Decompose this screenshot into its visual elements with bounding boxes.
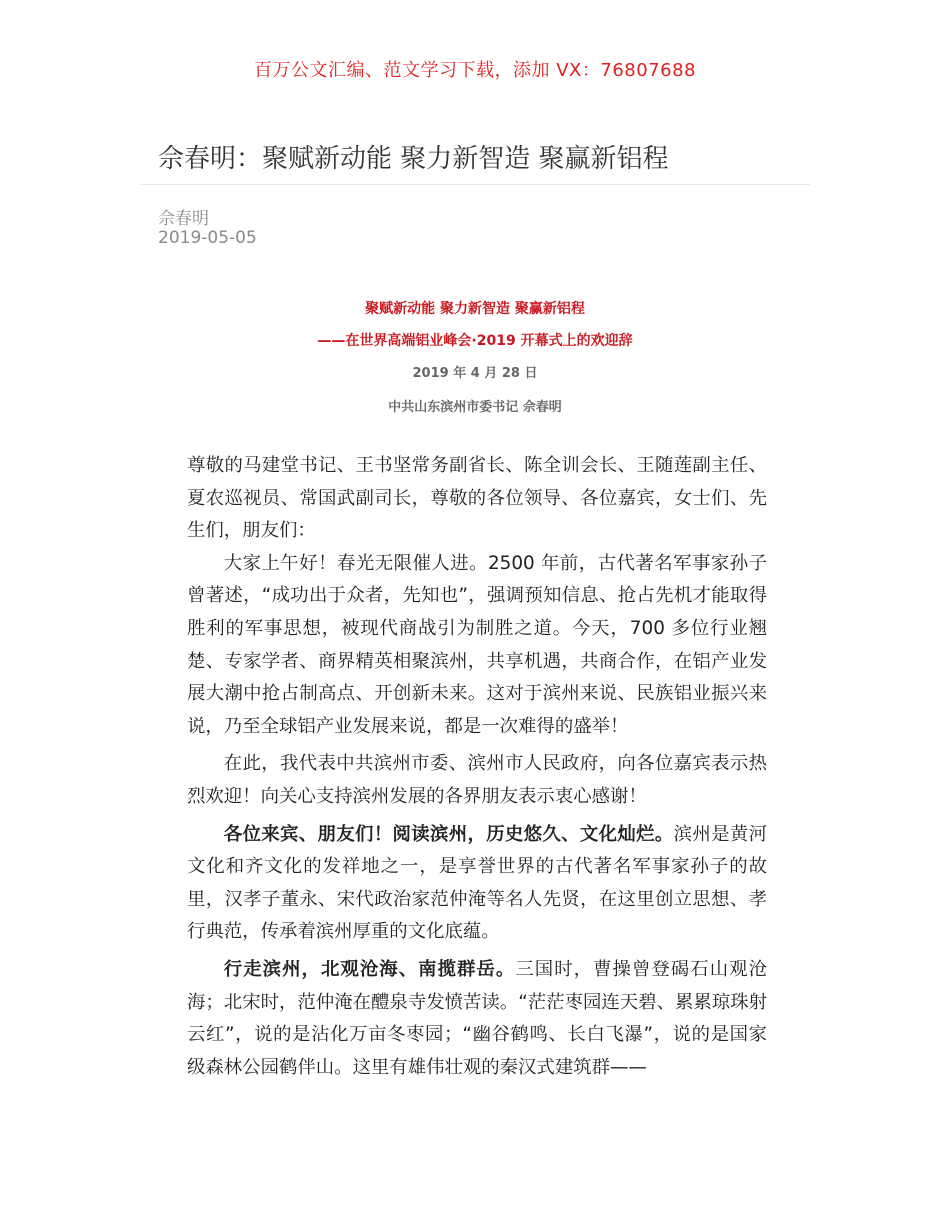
author-name: 佘春明 xyxy=(158,209,209,229)
welcome-paragraph: 在此，我代表中共滨州市委、滨州市人民政府，向各位嘉宾表示热烈欢迎！向关心支持滨州发展的各界朋友表示衷心感谢！ xyxy=(187,753,767,807)
salutation-paragraph: 尊敬的马建堂书记、王书坚常务副省长、陈全训会长、王随莲副主任、夏农巡视员、常国武副司长，尊敬的各位领导、各位嘉宾，女士们、先生们，朋友们： xyxy=(187,455,767,542)
opening-paragraph: 大家上午好！春光无限催人进。2500 年前，古代著名军事家孙子曾著述，“成功出于众者，先知也”，强调预知信息、抢占先机才能取得胜利的军事思想，被现代商战引为制胜之道。今天，700 多位行业翘楚、专家学者、商界精英相聚滨州，共享机遇，共商合作，在铝产业发展大潮中抢占制高点、开创新未来。这对于滨州来说、民族铝业振兴来说，乃至全球铝产业发展来说，都是一次难得的盛举！ xyxy=(187,552,767,737)
speech-headline: 聚赋新动能 聚力新智造 聚赢新铝程 xyxy=(365,301,585,317)
history-lead: 各位来宾、朋友们！阅读滨州，历史悠久、文化灿烂。 xyxy=(223,823,674,845)
scenery-lead: 行走滨州，北观沧海、南揽群岳。 xyxy=(223,958,516,980)
speech-speaker: 中共山东滨州市委书记 佘春明 xyxy=(388,400,562,415)
history-paragraph xyxy=(187,819,767,949)
page-title: 佘春明：聚赋新动能 聚力新智造 聚赢新铝程 xyxy=(158,144,669,174)
download-banner: 百万公文汇编、范文学习下载，添加 VX：76807688 xyxy=(254,60,696,81)
article-body xyxy=(187,450,767,1084)
speech-subheadline: ——在世界高端铝业峰会·2019 开幕式上的欢迎辞 xyxy=(317,333,633,349)
scenery-text: 三国时，曹操曾登碣石山观沧海；北宋时，范仲淹在醴泉寺发愤苦读。“茫茫枣园连天碧、累累琼珠射云红”，说的是沾化万亩冬枣园；“幽谷鹤鸣、长白飞瀑”，说的是国家级森林公园鹤伴山。这里有雄伟壮观的秦汉式建筑群—— xyxy=(187,958,767,1078)
title-divider xyxy=(140,184,810,185)
scenery-paragraph xyxy=(187,954,767,1084)
history-text: 滨州是黄河文化和齐文化的发祥地之一，是享誉世界的古代著名军事家孙子的故里，汉孝子董永、宋代政治家范仲淹等名人先贤，在这里创立思想、孝行典范，传承着滨州厚重的文化底蕴。 xyxy=(187,823,767,943)
speech-date: 2019 年 4 月 28 日 xyxy=(412,366,538,381)
publish-date: 2019-05-05 xyxy=(158,228,257,248)
